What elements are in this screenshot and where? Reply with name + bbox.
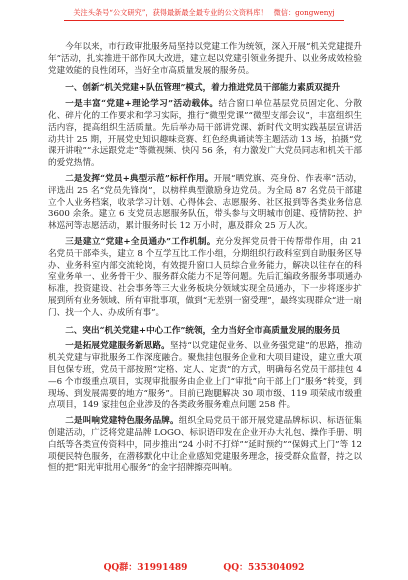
paragraph (48, 416, 362, 475)
paragraph (48, 341, 362, 412)
document-body (48, 42, 362, 479)
paragraph-lead: 一是丰富“党建+理论学习”活动载体。 (65, 99, 219, 110)
page-header (64, 8, 344, 21)
paragraph-body: 坚持“以党建促业务、以业务强党建”的思路，推动机关党建与审批服务工作深度融合。聚焦挂包服务企业和大项目建设，建立重大项目包保专班，党员干部按照“定格、定人、定责”的方式，明确每名党员干部挂包 4—6 个市级重点项目，实现审批服务由企业上门“审批”向干部上门“服务”转变，到现场、到发展需要的地方“服务”。目前已跑腿解决 30 项市级、119 项荣成市级重点项目，149 家挂包企业涉及的各类政务服务难点问题 258 件。 (48, 341, 362, 411)
intro-paragraph: 今年以来，市行政审批服务局坚持以党建工作为统领，深入开展“机关党建提升年”活动，扎实推进干部作风大改进，建立起以党建引领业务提升、以业务成效检验党建效能的良性闭环，当好全市高质量发展的服务员。 (48, 42, 362, 76)
paragraph-body: 结合窗口单位基层党员固定化、分散化、碎片化的工作要求和学习实际，推行“微型党课”“微型支部会议”，丰富组织生活内容，提高组织生活质量。先后举办局干部讲党课、新时代文明实践基层宣讲活动共计 25 期，开展党史知识趣味竞赛、红色经典诵读等主题活动 13 场，拍摄“党课开讲啦”“永远跟党走”等微视频、快闪 56 条，有力激发广大党员同志和机关干部的爱党热情。 (48, 99, 362, 169)
page-footer (0, 562, 408, 574)
paragraph-body: 充分发挥党员骨干传帮带作用，由 21 名党员干部牵头，建立 8 个互学互比工作小组，分期组织行政科室到自助服务区导办、业务科室内部交流轮岗，有效提升窗口人员综合业务能力，解决以往存在的科室业务单一、业务骨干少、服务群众能力不足等问题。先后汇编政务服务事项通办标准，投资建设、社会事务等三大业务板块分领域实现全员通办，下一步将逐步扩展到所有业务领域、所有审批事项，做到“无差别一窗受理”，最终实现群众“进一扇门、找一个人、办成所有事”。 (48, 236, 362, 318)
paragraph-lead: 一是拓展党建服务新思路。 (65, 341, 170, 352)
footer-qq: QQ：535304092 (223, 563, 305, 573)
paragraph (48, 174, 362, 233)
footer-qq-group: QQ群：31991489 (103, 563, 188, 573)
paragraph (48, 99, 362, 170)
paragraph-body: 开展“晒党旗、亮身份、作表率”活动，评选出 25 名“党员先锋岗”，以榜样典型激励身边党员。为全局 87 名党员干部建立个人业务档案，收录学习计划、心得体会、志愿服务、社区报到等各类业务信息 3600 余条。建立 6 支党员志愿服务队伍，带头参与文明城市创建、疫情防控、护林巡河等志愿活动，累计服务时长 12 万小时，惠及群众 25 万人次。 (48, 173, 362, 232)
paragraph-body: 组织全局党员干部开展党建品牌标识、标语征集创建活动，广泛将党建品牌 LOGO、标识语印发在企业开办大礼包、操作手册、明白纸等各类宣传资料中，同步推出“24 小时不打烊”“延时预约”“保姆式上门”等 12 项便民特色服务，在潜移默化中让企业感知党建服务理念，接受群众监督，持之以恒的把“阳光审批用心服务”的金字招牌擦亮叫响。 (48, 416, 362, 474)
paragraph-lead: 二是叫响党建特色服务品牌。 (65, 416, 179, 427)
header-wechat: 微信：gongwenyj (273, 8, 335, 17)
paragraph-lead: 三是建立“党建+全员通办”工作机制。 (65, 236, 216, 247)
section-heading: 二、突出“机关党建+中心工作”统领，全力当好全市高质量发展的服务员 (65, 325, 341, 336)
header-title: 关注头条号“公文研究”，获得最新最全最专业的公文资料库！ (73, 8, 268, 17)
section-heading: 一、创新“机关党建+队伍管理”模式，着力推进党员干部能力素质双提升 (65, 83, 341, 94)
paragraph-lead: 二是发挥“党员+典型示范”标杆作用。 (65, 173, 214, 184)
paragraph (48, 237, 362, 320)
